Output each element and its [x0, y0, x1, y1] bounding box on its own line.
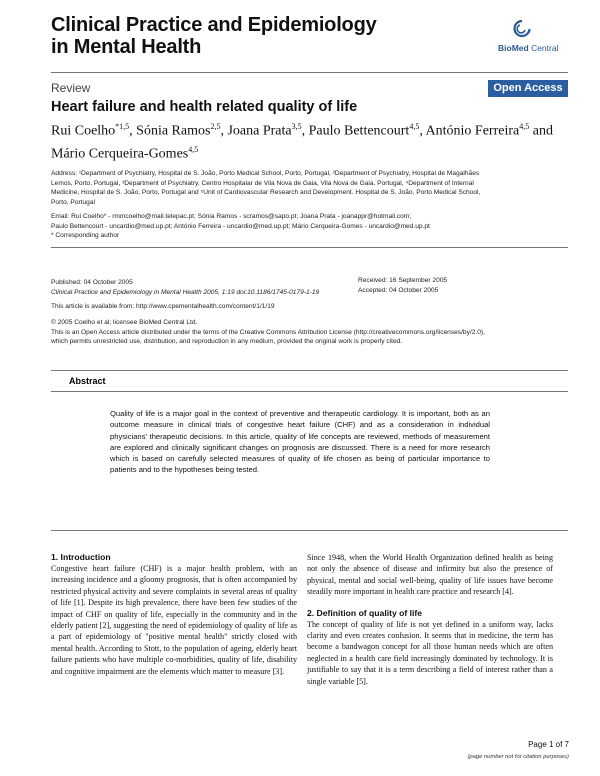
author-affiliation: 2,5	[210, 122, 221, 131]
author-affiliation: 4,5	[519, 122, 530, 131]
abstract-top-rule	[51, 370, 568, 371]
journal-title-line1: Clinical Practice and Epidemiology	[51, 14, 377, 36]
author-name: Joana Prata	[227, 123, 292, 139]
abstract-bottom-rule	[51, 530, 568, 531]
copyright-block	[51, 318, 485, 347]
license-line: which permits unrestricted use, distribution, and reproduction in any medium, provided the original work is properly cited.	[51, 338, 403, 346]
article-title: Heart failure and health related quality of life	[51, 99, 358, 115]
article-type: Review	[51, 81, 91, 95]
citation: Clinical Practice and Epidemiology in Mental Health 2005, 1:19 doi:10.1186/1745-0179-1-19	[51, 288, 320, 296]
copyright-line: © 2005 Coelho et al; licensee BioMed Central Ltd.	[51, 319, 198, 326]
journal-title	[51, 14, 377, 58]
who-paragraph: Since 1948, when the World Health Organization defined health as being not only the absence of disease and infirmity but also the presence of physical, mental and social well-being, quality of life issues have become steadily more important in health care practice and research [4].	[307, 553, 553, 597]
address-line: Porto, Portugal	[51, 198, 95, 206]
publication-info	[51, 278, 319, 297]
article-url[interactable]: This article is available from: http://www.cpementalhealth.com/content/1/1/19	[51, 303, 275, 310]
email-line: Paulo Bettencourt - uncardio@med.up.pt; António Ferreira - uncardio@med.up.pt; Mário Cerqueira-Gomes - uncardio@med.up.pt	[51, 222, 430, 230]
email-block	[51, 212, 430, 241]
accepted-date: Accepted: 04 October 2005	[358, 286, 439, 294]
address-line: Address: ¹Department of Psychiatry, Hospital de S. João, Porto Medical School, Porto, Portugal, ²Department of Psychiatry, Hospital de Magalhães	[51, 170, 480, 177]
author-affiliation: 4,5	[188, 144, 199, 154]
biomed-logo-icon	[512, 18, 532, 40]
author-name: António Ferreira	[425, 123, 520, 139]
section-heading-definition: 2. Definition of quality of life	[307, 607, 423, 618]
corresponding-author-note: * Corresponding author	[51, 232, 120, 240]
open-access-badge: Open Access	[488, 80, 568, 97]
author-name: Mário Cerqueira-Gomes	[51, 146, 189, 162]
author-affiliation: 4,5	[409, 122, 420, 131]
right-column	[307, 552, 553, 687]
address-line: Lemos, Porto, Portugal, ³Department of Psychiatry, Centro Hospitalar de Vila Nova de Gaia, Vila Nova de Gaia, Portugal, ⁴Department of Internal	[51, 179, 474, 187]
introduction-paragraph: Congestive heart failure (CHF) is a major health problem, with an increasing incidence and a gloomy prognosis, that is often accompanied by restricted physical activity and severe complaints in several areas of quality of life [1]. Despite its high prevalence, there have been few studies of the impact of CHF on quality of life, especially in the community and in the elderly patient [2], suggesting the need of epidemiology of quality of life as a part of epidemiology of "positive mental health" strictly closed with mental health. According to Stott, to the population of ageing, elderly heart failure patients who have multiple co-morbidities, quality of life, disability and cognitive impairment are the elements which matter to measure [3].	[51, 564, 297, 676]
author-name: Sónia Ramos	[136, 123, 211, 139]
email-line: Email: Rui Coelho* - rmmcoelho@mail.telepac.pt; Sónia Ramos - scramos@sapo.pt; Joana Prata - joanappr@hotmail.com;	[51, 213, 412, 220]
page-number-note: (page number not for citation purposes)	[467, 754, 569, 760]
author-affiliation: 3,5	[291, 122, 302, 131]
author-affiliation: *1,5	[115, 122, 130, 131]
received-date: Received: 16 September 2005	[358, 277, 448, 284]
license-line: This is an Open Access article distributed under the terms of the Creative Commons Attribution License (http://creativecommons.org/licenses/by/2.0),	[51, 328, 485, 336]
author-name: Paulo Bettencourt	[308, 123, 410, 139]
author-name: Rui Coelho	[51, 123, 116, 139]
publisher-name: BioMed Central	[498, 43, 559, 53]
address-block	[51, 169, 480, 207]
author-list: Rui Coelho$^{*1,5}$, Sónia Ramos$^{2,5}$, Joana Prata$^{3,5}$, Paulo Bettencourt$^{4,5}$, António Ferreira$^{4,5}$ and Mário Cerqueira-Gomes$^{4,5}$	[51, 122, 553, 162]
header-rule	[51, 72, 568, 73]
published-date: Published: 04 October 2005	[51, 279, 133, 286]
definition-paragraph: The concept of quality of life is not yet defined in a uniform way, lacks clarity and even creates confusion. It seems that in medicine, the term has become a bandwagon concept for all those human needs which are often neglected in a health care field increasingly dominated by technology. It is justifiable to say that it is a term describing a field of interest rather than a single variable [5].	[307, 619, 553, 686]
abstract-heading-rule	[51, 391, 568, 392]
section-heading-introduction: 1. Introduction	[51, 552, 111, 562]
address-rule	[51, 247, 568, 248]
address-line: Medicine, Hospital de S. João, Porto, Portugal and ⁵Unit of Cardiovascular Research and Development. Hospital de S. João, Porto Medical School,	[51, 189, 481, 197]
abstract-heading: Abstract	[69, 376, 106, 386]
journal-title-line2: in Mental Health	[51, 36, 202, 58]
left-column	[51, 552, 297, 677]
abstract-text: Quality of life is a major goal in the context of preventive and therapeutic cardiology. It is important, both as an outcome measure in clinical trials of congestive heart failure (CHF) and as a consideration in individual physicians' therapeutic decisions. In this article, quality of life concepts are reviewed, methods of measurement are explored and clinically significant changes on prognosis are discussed. There is a need for more research which is based on carefully selected measures of quality of life chosen as being of particular importance to patients and to the hypotheses being tested.	[110, 409, 490, 475]
received-accepted-dates	[358, 276, 447, 295]
page-number: Page 1 of 7	[528, 740, 569, 749]
